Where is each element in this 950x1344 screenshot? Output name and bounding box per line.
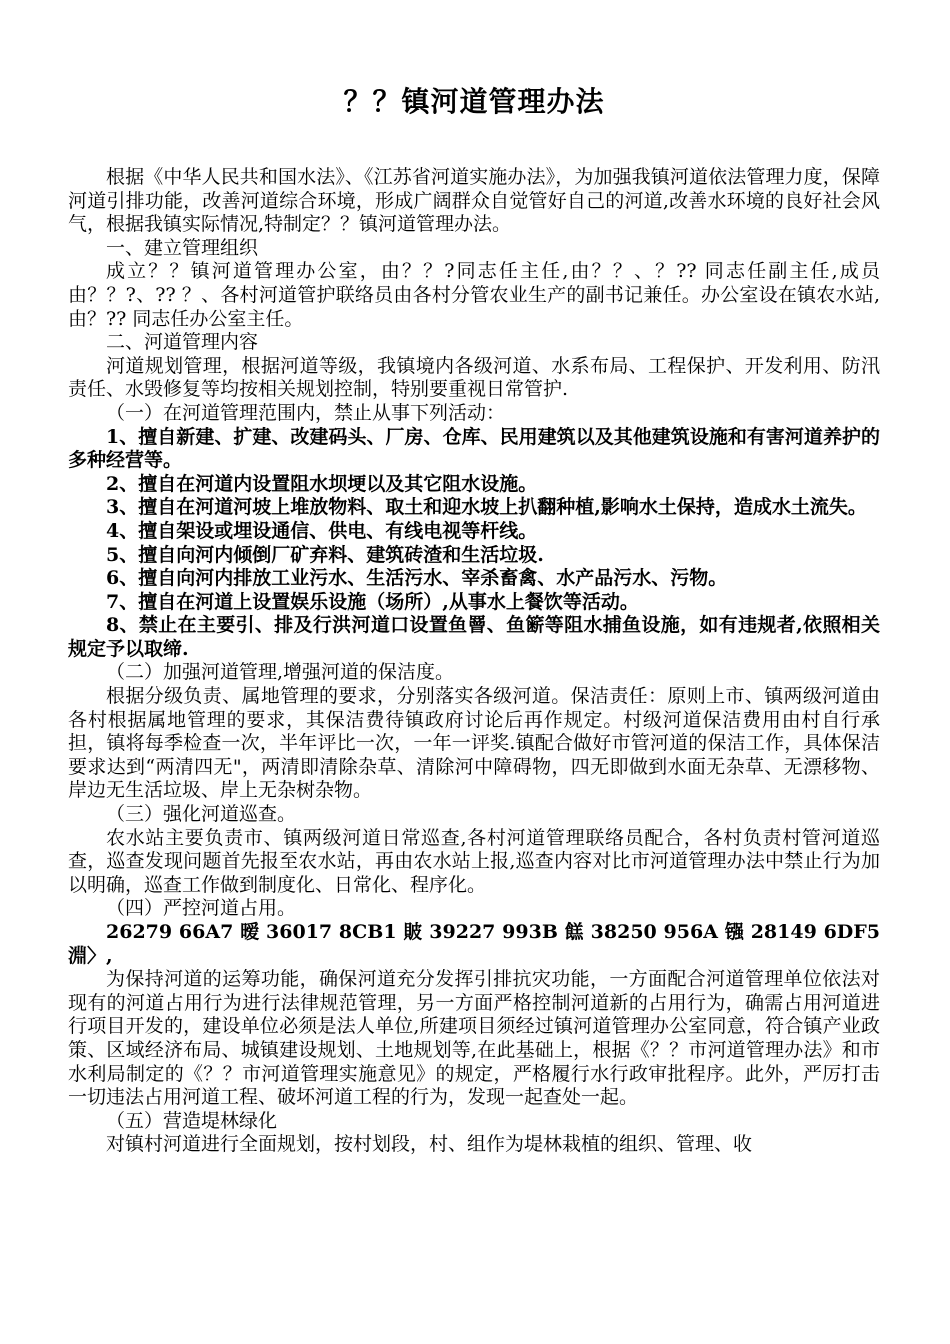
list-item: 7、擅自在河道上设置娱乐设施（场所）,从事水上餐饮等活动。 [106, 590, 639, 613]
paragraph: 农水站主要负责市、镇两级河道日常巡查,各村河道管理联络员配合，各村负责村管河道巡查，巡查发现问题首先报至农水站，再由农水站上报,巡查内容对比市河道管理办法中禁止行为加以明确，巡查工作做到制度化、日常化、程序化。 [68, 826, 880, 896]
paragraph: 为保持河道的运筹功能，确保河道充分发挥引排抗灾功能，一方面配合河道管理单位依法对现有的河道占用行为进行法律规范管理，另一方面严格控制河道新的占用行为，确需占用河道进行项目开发的，建设单位必须是法人单位,所建项目须经过镇河道管理办公室同意，符合镇产业政策、区域经济布局、城镇建设规划、土地规划等,在此基础上，根据《？？市河道管理办法》和市水利局制定的《？？市河道管理实施意见》的规定，严格履行水行政审批程序。此外，严厉打击一切违法占用河道工程、破坏河道工程的行为，发现一起查处一起。 [68, 968, 880, 1109]
paragraph: 成立？？镇河道管理办公室，由？？?同志任主任,由？？、？?? 同志任副主任,成员由？？?、?? ？、各村河道管护联络员由各村分管农业生产的副书记兼任。办公室设在镇农水站,由？?? 同志任办公室主任。 [68, 260, 880, 330]
paragraph: 河道规划管理，根据河道等级，我镇境内各级河道、水系布局、工程保护、开发利用、防汛责任、水毁修复等均按相关规划控制，特别要重视日常管护. [68, 354, 880, 401]
list-item: 6、擅自向河内排放工业污水、生活污水、宰杀畜禽、水产品污水、污物。 [106, 567, 728, 590]
list-item: 8、禁止在主要引、排及行洪河道口设置鱼罾、鱼簖等阻水捕鱼设施，如有违规者,依照相关规定予以取缔. [68, 614, 880, 660]
list-item: 4、擅自架设或埋设通信、供电、有线电视等杆线。 [106, 519, 538, 542]
subsection-heading: （三）强化河道巡查。 [106, 803, 297, 826]
list-item: 1、擅自新建、扩建、改建码头、厂房、仓库、民用建筑以及其他建筑设施和有害河道养护的多种经营等。 [68, 425, 880, 472]
page-title: ？？镇河道管理办法 [343, 85, 605, 118]
section-heading: 二、河道管理内容 [106, 331, 259, 354]
document-body [68, 166, 880, 1157]
list-item: 3、擅自在河道河坡上堆放物料、取土和迎水坡上扒翻种植,影响水土保持，造成水土流失。 [106, 496, 867, 519]
subsection-heading: （二）加强河道管理,增强河道的保洁度。 [106, 661, 455, 684]
list-item: 5、擅自向河内倾倒厂矿弃料、建筑砖渣和生活垃圾. [106, 543, 544, 566]
paragraph: 根据分级负责、属地管理的要求，分别落实各级河道。保洁责任：原则上市、镇两级河道由各村根据属地管理的要求，其保洁费待镇政府讨论后再作规定。村级河道保洁费用由村自行承担，镇将每季检查一次，半年评比一次，一年一评奖.镇配合做好市管河道的保洁工作，具体保洁要求达到“两清四无"，两清即清除杂草、清除河中障碍物，四无即做到水面无杂草、无漂移物、岸边无生活垃圾、岸上无杂树杂物。 [68, 685, 880, 802]
paragraph: 根据《中华人民共和国水法》、《江苏省河道实施办法》，为加强我镇河道依法管理力度，保障河道引排功能，改善河道综合环境，形成广阔群众自觉管好自己的河道,改善水环境的良好社会风气，根据我镇实际情况,特制定？？镇河道管理办法。 [68, 166, 880, 236]
subsection-heading: （一）在河道管理范围内，禁止从事下列活动： [106, 401, 506, 424]
list-item: 2、擅自在河道内设置阻水坝埂以及其它阻水设施。 [106, 472, 538, 495]
garbled-line: 26279 66A7 暧 36017 8CB1 貱 39227 993B 餻 38250 956A 镪 28149 6DF5 淵〉, [68, 921, 880, 967]
subsection-heading: （五）营造堤林绿化 [106, 1109, 278, 1132]
subsection-heading: （四）严控河道占用。 [106, 897, 297, 920]
paragraph: 对镇村河道进行全面规划，按村划段，村、组作为堤林栽植的组织、管理、收 [106, 1133, 753, 1156]
section-heading: 一、建立管理组织 [106, 236, 259, 259]
